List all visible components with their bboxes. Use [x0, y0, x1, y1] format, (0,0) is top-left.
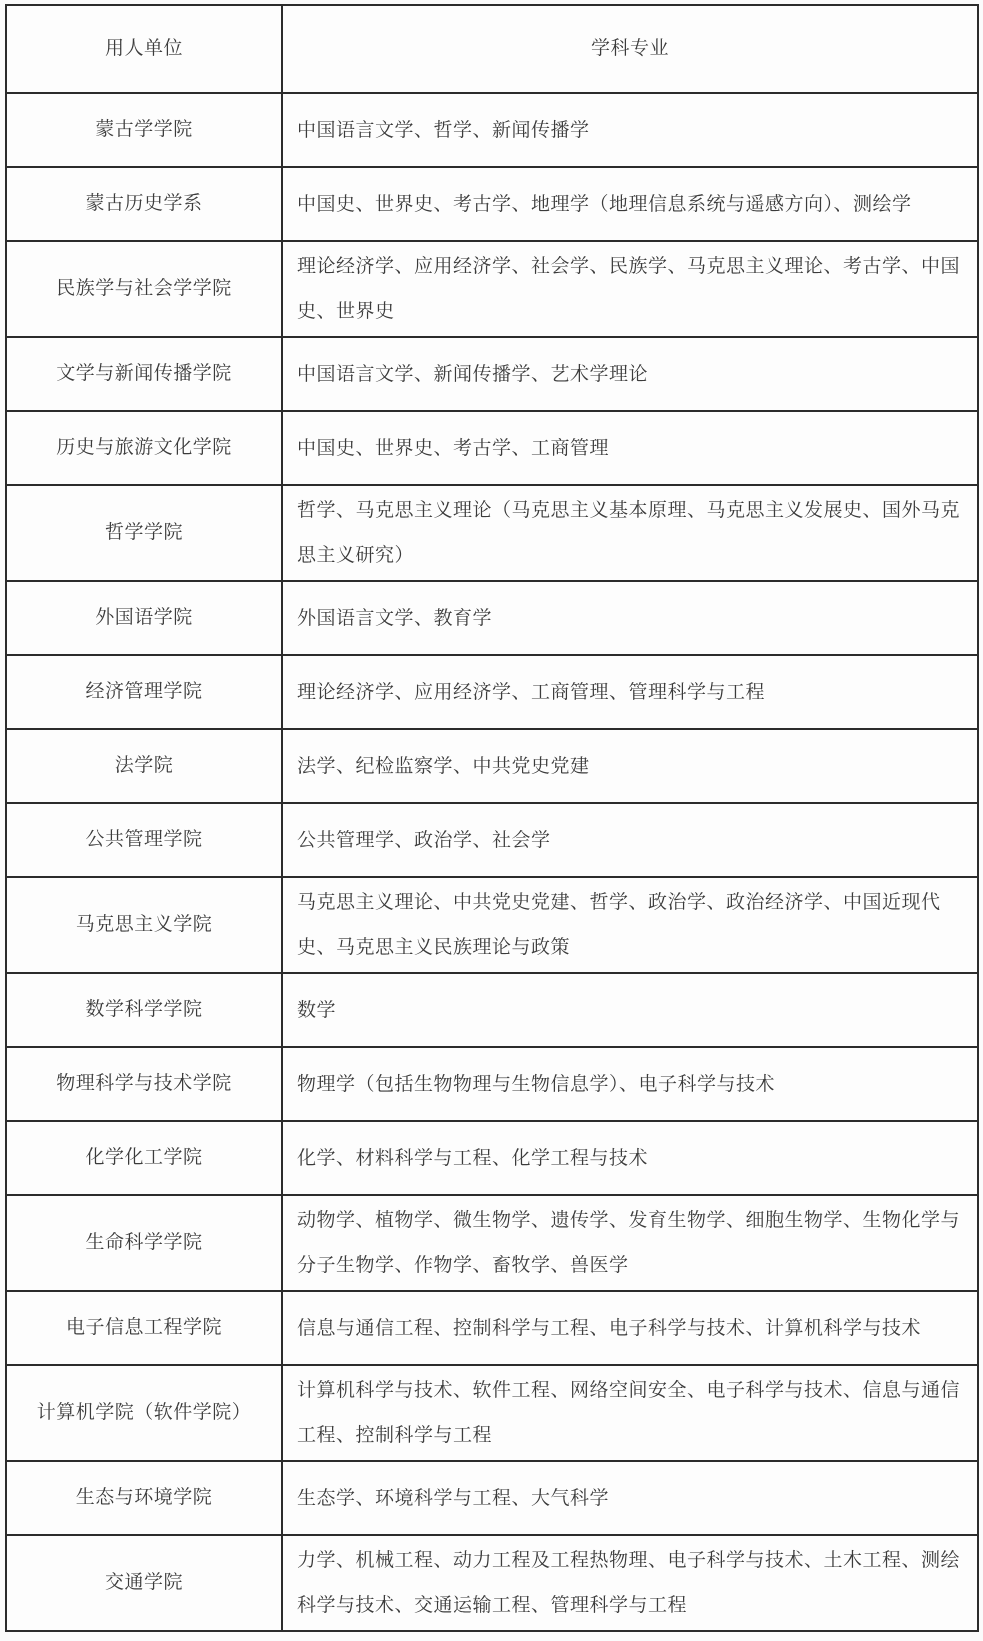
majors-cell: 力学、机械工程、动力工程及工程热物理、电子科学与技术、土木工程、测绘科学与技术、交通运输工程、管理科学与工程 [282, 1535, 978, 1631]
table-row [6, 485, 978, 581]
employer-cell: 文学与新闻传播学院 [6, 337, 282, 411]
majors-cell: 哲学、马克思主义理论（马克思主义基本原理、马克思主义发展史、国外马克思主义研究） [282, 485, 978, 581]
employer-cell: 生态与环境学院 [6, 1461, 282, 1535]
table-row [6, 655, 978, 729]
table-row [6, 1047, 978, 1121]
employer-cell: 民族学与社会学学院 [6, 241, 282, 337]
employer-cell: 马克思主义学院 [6, 877, 282, 973]
majors-cell: 计算机科学与技术、软件工程、网络空间安全、电子科学与技术、信息与通信工程、控制科学与工程 [282, 1365, 978, 1461]
header-row [6, 5, 978, 93]
employer-cell: 交通学院 [6, 1535, 282, 1631]
majors-cell: 公共管理学、政治学、社会学 [282, 803, 978, 877]
table-row [6, 803, 978, 877]
employer-cell: 法学院 [6, 729, 282, 803]
majors-cell: 法学、纪检监察学、中共党史党建 [282, 729, 978, 803]
header-majors: 学科专业 [282, 5, 978, 93]
table-row [6, 1535, 978, 1631]
majors-cell: 动物学、植物学、微生物学、遗传学、发育生物学、细胞生物学、生物化学与分子生物学、作物学、畜牧学、兽医学 [282, 1195, 978, 1291]
table-row [6, 411, 978, 485]
majors-cell: 数学 [282, 973, 978, 1047]
majors-cell: 信息与通信工程、控制科学与工程、电子科学与技术、计算机科学与技术 [282, 1291, 978, 1365]
employer-cell: 外国语学院 [6, 581, 282, 655]
employer-cell: 数学科学学院 [6, 973, 282, 1047]
majors-cell: 物理学（包括生物物理与生物信息学）、电子科学与技术 [282, 1047, 978, 1121]
table-row [6, 1365, 978, 1461]
header-employer: 用人单位 [6, 5, 282, 93]
table-row [6, 93, 978, 167]
table-row [6, 337, 978, 411]
majors-cell: 理论经济学、应用经济学、社会学、民族学、马克思主义理论、考古学、中国史、世界史 [282, 241, 978, 337]
table-row [6, 729, 978, 803]
employer-cell: 历史与旅游文化学院 [6, 411, 282, 485]
majors-cell: 理论经济学、应用经济学、工商管理、管理科学与工程 [282, 655, 978, 729]
table-row [6, 167, 978, 241]
majors-cell: 马克思主义理论、中共党史党建、哲学、政治学、政治经济学、中国近现代史、马克思主义民族理论与政策 [282, 877, 978, 973]
table-row [6, 877, 978, 973]
table-row [6, 1195, 978, 1291]
employer-cell: 电子信息工程学院 [6, 1291, 282, 1365]
table-row [6, 1461, 978, 1535]
employer-cell: 经济管理学院 [6, 655, 282, 729]
majors-cell: 外国语言文学、教育学 [282, 581, 978, 655]
recruitment-table [5, 4, 979, 1632]
majors-cell: 生态学、环境科学与工程、大气科学 [282, 1461, 978, 1535]
majors-cell: 中国语言文学、新闻传播学、艺术学理论 [282, 337, 978, 411]
employer-cell: 蒙古学学院 [6, 93, 282, 167]
employer-cell: 生命科学学院 [6, 1195, 282, 1291]
employer-cell: 计算机学院（软件学院） [6, 1365, 282, 1461]
table-body [6, 93, 978, 1631]
majors-cell: 中国史、世界史、考古学、地理学（地理信息系统与遥感方向）、测绘学 [282, 167, 978, 241]
table-row [6, 581, 978, 655]
majors-cell: 化学、材料科学与工程、化学工程与技术 [282, 1121, 978, 1195]
table-row [6, 973, 978, 1047]
table-row [6, 1121, 978, 1195]
employer-cell: 化学化工学院 [6, 1121, 282, 1195]
employer-cell: 物理科学与技术学院 [6, 1047, 282, 1121]
employer-cell: 哲学学院 [6, 485, 282, 581]
table-row [6, 1291, 978, 1365]
majors-cell: 中国史、世界史、考古学、工商管理 [282, 411, 978, 485]
table-row [6, 241, 978, 337]
employer-cell: 公共管理学院 [6, 803, 282, 877]
majors-cell: 中国语言文学、哲学、新闻传播学 [282, 93, 978, 167]
employer-cell: 蒙古历史学系 [6, 167, 282, 241]
